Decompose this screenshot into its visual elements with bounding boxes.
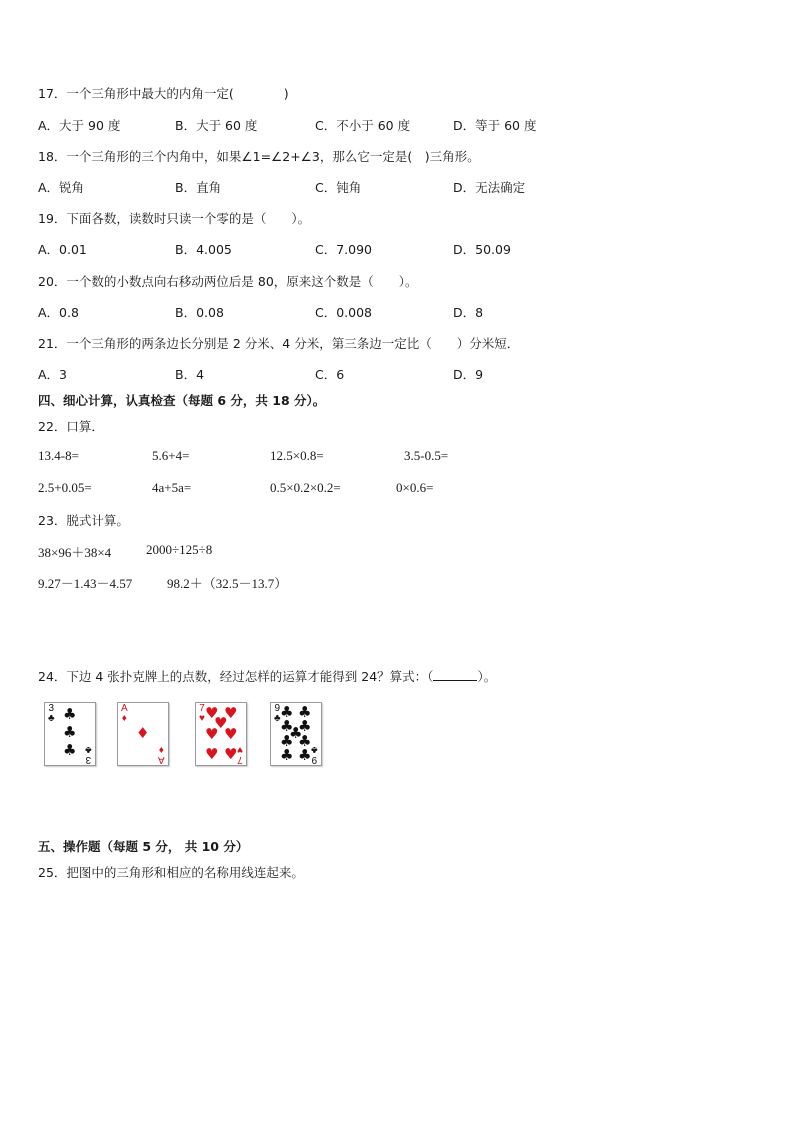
q20-option-c: C．0.008 — [315, 305, 373, 320]
q18-option-a: A．锐角 — [38, 180, 85, 195]
card-corner-index-rotated: 9 ♣ — [311, 744, 318, 765]
question-20-stem: 20．一个数的小数点向右移动两位后是 80，原来这个数是（ ）。 — [38, 274, 418, 289]
playing-card-9-clubs — [270, 702, 322, 766]
step-calc-item: 98.2＋（32.5－13.7） — [167, 576, 288, 591]
oral-calc-item: 2.5+0.05= — [38, 480, 92, 495]
q21-option-a: A．3 — [38, 367, 68, 382]
q17-option-a: A．大于 90 度 — [38, 118, 121, 133]
playing-card-7-hearts — [195, 702, 247, 766]
club-icon: ♣ — [298, 732, 312, 750]
playing-card-3-clubs — [44, 702, 96, 766]
q17-option-c: C．不小于 60 度 — [315, 118, 411, 133]
step-calc-item: 2000÷125÷8 — [146, 542, 213, 557]
question-25-stem: 25．把图中的三角形和相应的名称用线连起来。 — [38, 865, 304, 880]
step-calc-item: 9.27－1.43－4.57 — [38, 576, 133, 591]
club-icon: ♣ — [63, 723, 77, 741]
card-corner-index-rotated: A ♦ — [158, 744, 165, 765]
question-22-stem: 22．口算． — [38, 419, 104, 434]
card-corner-index: 7 ♥ — [199, 703, 205, 724]
club-icon: ♣ — [298, 746, 312, 764]
heart-icon: ♥ — [205, 745, 219, 763]
oral-calc-item: 12.5×0.8= — [270, 448, 324, 463]
q19-option-c: C．7.090 — [315, 242, 373, 257]
q17-option-d: D．等于 60 度 — [453, 118, 537, 133]
oral-calc-item: 5.6+4= — [152, 448, 190, 463]
heart-icon: ♥ — [224, 704, 238, 722]
question-24-stem-text: 24．下边 4 张扑克牌上的点数，经过怎样的运算才能得到 24？算式：（ — [38, 669, 434, 684]
heart-icon: ♥ — [205, 725, 219, 743]
card-corner-index-rotated: 3 ♣ — [85, 744, 92, 765]
question-18-stem: 18．一个三角形的三个内角中，如果∠1=∠2+∠3，那么它一定是( )三角形。 — [38, 149, 480, 164]
club-icon: ♣ — [280, 732, 294, 750]
q20-option-b: B．0.08 — [175, 305, 224, 320]
q18-option-b: B．直角 — [175, 180, 222, 195]
club-icon: ♣ — [63, 741, 77, 759]
answer-blank[interactable] — [433, 670, 477, 681]
heart-icon: ♥ — [224, 745, 238, 763]
club-icon: ♣ — [280, 746, 294, 764]
club-icon: ♣ — [289, 724, 303, 742]
q19-option-a: A．0.01 — [38, 242, 87, 257]
q20-option-a: A．0.8 — [38, 305, 79, 320]
club-icon: ♣ — [63, 705, 77, 723]
card-corner-index-rotated: 7 ♥ — [237, 744, 243, 765]
question-19-stem: 19．下面各数，读数时只读一个零的是（ ）。 — [38, 211, 311, 226]
question-24-stem-end: ）。 — [477, 669, 497, 684]
heart-icon: ♥ — [224, 725, 238, 743]
club-icon: ♣ — [280, 703, 294, 721]
q19-option-b: B．4.005 — [175, 242, 232, 257]
q17-option-b: B．大于 60 度 — [175, 118, 258, 133]
diamond-icon: ♦ — [136, 724, 150, 742]
oral-calc-item: 13.4-8= — [38, 448, 79, 463]
q18-option-c: C．钝角 — [315, 180, 362, 195]
club-icon: ♣ — [298, 703, 312, 721]
oral-calc-item: 4a+5a= — [152, 480, 192, 495]
q19-option-d: D．50.09 — [453, 242, 511, 257]
card-corner-index: 9 ♣ — [274, 703, 281, 724]
playing-card-ace-diamonds — [117, 702, 169, 766]
heart-icon: ♥ — [214, 714, 228, 732]
q20-option-d: D．8 — [453, 305, 484, 320]
card-corner-index: A ♦ — [121, 703, 128, 724]
club-icon: ♣ — [280, 717, 294, 735]
q21-option-c: C．6 — [315, 367, 345, 382]
section-5-title: 五、操作题（每题 5 分， 共 10 分） — [38, 839, 249, 854]
oral-calc-item: 0.5×0.2×0.2= — [270, 480, 341, 495]
question-24-stem — [38, 667, 496, 685]
step-calc-item: 38×96＋38×4 — [38, 545, 112, 560]
question-23-stem: 23．脱式计算。 — [38, 513, 129, 528]
q21-option-b: B．4 — [175, 367, 205, 382]
heart-icon: ♥ — [205, 704, 219, 722]
question-17-stem: 17．一个三角形中最大的内角一定( ) — [38, 86, 289, 101]
question-21-stem: 21．一个三角形的两条边长分别是 2 分米、4 分米，第三条边一定比（ ）分米短． — [38, 336, 520, 351]
card-corner-index: 3 ♣ — [48, 703, 55, 724]
q18-option-d: D．无法确定 — [453, 180, 526, 195]
q21-option-d: D．9 — [453, 367, 484, 382]
oral-calc-item: 3.5-0.5= — [404, 448, 449, 463]
oral-calc-item: 0×0.6= — [396, 480, 434, 495]
section-4-title: 四、细心计算，认真检查（每题 6 分，共 18 分）。 — [38, 393, 326, 408]
club-icon: ♣ — [298, 717, 312, 735]
